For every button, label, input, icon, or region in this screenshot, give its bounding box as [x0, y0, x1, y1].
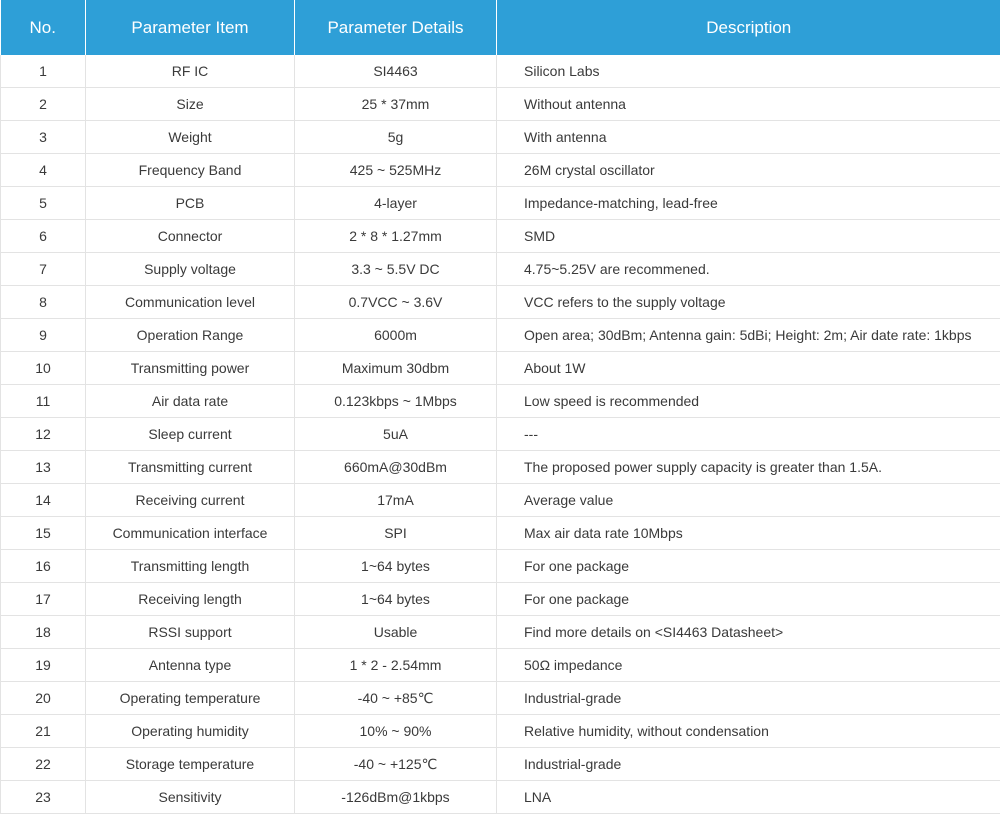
- cell-description: 4.75~5.25V are recommened.: [497, 253, 1000, 286]
- table-row: [1, 121, 1000, 154]
- cell-no: 1: [1, 55, 86, 88]
- cell-parameter-item: Transmitting current: [86, 451, 295, 484]
- cell-parameter-item: Transmitting length: [86, 550, 295, 583]
- cell-description: For one package: [497, 583, 1000, 616]
- cell-no: 19: [1, 649, 86, 682]
- cell-parameter-details: 3.3 ~ 5.5V DC: [295, 253, 497, 286]
- cell-no: 8: [1, 286, 86, 319]
- cell-parameter-item: Receiving current: [86, 484, 295, 517]
- cell-no: 20: [1, 682, 86, 715]
- cell-no: 6: [1, 220, 86, 253]
- cell-parameter-item: Sensitivity: [86, 781, 295, 814]
- cell-no: 21: [1, 715, 86, 748]
- cell-description: ---: [497, 418, 1000, 451]
- cell-parameter-item: Supply voltage: [86, 253, 295, 286]
- cell-no: 12: [1, 418, 86, 451]
- cell-no: 22: [1, 748, 86, 781]
- table-body: [1, 55, 1000, 814]
- cell-description: Impedance-matching, lead-free: [497, 187, 1000, 220]
- cell-description: Find more details on <SI4463 Datasheet>: [497, 616, 1000, 649]
- header-row: [1, 0, 1000, 55]
- cell-parameter-details: 660mA@30dBm: [295, 451, 497, 484]
- cell-parameter-details: 1 * 2 - 2.54mm: [295, 649, 497, 682]
- table-row: [1, 418, 1000, 451]
- cell-parameter-item: RSSI support: [86, 616, 295, 649]
- cell-parameter-details: -40 ~ +85℃: [295, 682, 497, 715]
- cell-parameter-details: 425 ~ 525MHz: [295, 154, 497, 187]
- cell-parameter-item: Sleep current: [86, 418, 295, 451]
- cell-parameter-item: Air data rate: [86, 385, 295, 418]
- cell-parameter-item: Receiving length: [86, 583, 295, 616]
- cell-parameter-details: 10% ~ 90%: [295, 715, 497, 748]
- table-row: [1, 220, 1000, 253]
- cell-parameter-item: Transmitting power: [86, 352, 295, 385]
- cell-no: 5: [1, 187, 86, 220]
- cell-parameter-details: SPI: [295, 517, 497, 550]
- cell-parameter-item: Antenna type: [86, 649, 295, 682]
- table-row: [1, 385, 1000, 418]
- cell-parameter-item: RF IC: [86, 55, 295, 88]
- cell-parameter-item: PCB: [86, 187, 295, 220]
- table-row: [1, 187, 1000, 220]
- cell-parameter-item: Storage temperature: [86, 748, 295, 781]
- cell-description: 50Ω impedance: [497, 649, 1000, 682]
- header-parameter-details: Parameter Details: [295, 0, 497, 55]
- cell-parameter-details: 5uA: [295, 418, 497, 451]
- cell-description: Without antenna: [497, 88, 1000, 121]
- table-row: [1, 55, 1000, 88]
- cell-description: Open area; 30dBm; Antenna gain: 5dBi; Height: 2m; Air date rate: 1kbps: [497, 319, 1000, 352]
- cell-description: The proposed power supply capacity is greater than 1.5A.: [497, 451, 1000, 484]
- cell-parameter-details: Usable: [295, 616, 497, 649]
- cell-no: 4: [1, 154, 86, 187]
- cell-description: For one package: [497, 550, 1000, 583]
- table-row: [1, 451, 1000, 484]
- cell-no: 7: [1, 253, 86, 286]
- cell-description: Industrial-grade: [497, 682, 1000, 715]
- cell-parameter-item: Operating temperature: [86, 682, 295, 715]
- table-row: [1, 319, 1000, 352]
- table-row: [1, 88, 1000, 121]
- table-row: [1, 352, 1000, 385]
- cell-parameter-item: Operation Range: [86, 319, 295, 352]
- cell-description: Silicon Labs: [497, 55, 1000, 88]
- cell-parameter-item: Communication interface: [86, 517, 295, 550]
- cell-parameter-item: Weight: [86, 121, 295, 154]
- cell-no: 3: [1, 121, 86, 154]
- cell-no: 9: [1, 319, 86, 352]
- cell-parameter-details: -126dBm@1kbps: [295, 781, 497, 814]
- cell-no: 11: [1, 385, 86, 418]
- table-row: [1, 616, 1000, 649]
- cell-no: 2: [1, 88, 86, 121]
- table-row: [1, 583, 1000, 616]
- cell-parameter-details: 1~64 bytes: [295, 550, 497, 583]
- table-row: [1, 550, 1000, 583]
- cell-description: Relative humidity, without condensation: [497, 715, 1000, 748]
- cell-parameter-details: SI4463: [295, 55, 497, 88]
- table-row: [1, 517, 1000, 550]
- table-row: [1, 781, 1000, 814]
- cell-parameter-details: 0.123kbps ~ 1Mbps: [295, 385, 497, 418]
- cell-parameter-details: 1~64 bytes: [295, 583, 497, 616]
- cell-description: SMD: [497, 220, 1000, 253]
- cell-no: 17: [1, 583, 86, 616]
- cell-no: 15: [1, 517, 86, 550]
- cell-parameter-details: 2 * 8 * 1.27mm: [295, 220, 497, 253]
- cell-description: About 1W: [497, 352, 1000, 385]
- header-no: No.: [1, 0, 86, 55]
- cell-parameter-details: Maximum 30dbm: [295, 352, 497, 385]
- table-row: [1, 253, 1000, 286]
- cell-parameter-item: Frequency Band: [86, 154, 295, 187]
- table-row: [1, 154, 1000, 187]
- cell-parameter-item: Communication level: [86, 286, 295, 319]
- cell-parameter-item: Size: [86, 88, 295, 121]
- cell-description: Max air data rate 10Mbps: [497, 517, 1000, 550]
- cell-parameter-details: 17mA: [295, 484, 497, 517]
- table-row: [1, 286, 1000, 319]
- table-row: [1, 715, 1000, 748]
- header-parameter-item: Parameter Item: [86, 0, 295, 55]
- cell-parameter-details: 25 * 37mm: [295, 88, 497, 121]
- table-row: [1, 649, 1000, 682]
- cell-description: 26M crystal oscillator: [497, 154, 1000, 187]
- cell-parameter-details: -40 ~ +125℃: [295, 748, 497, 781]
- cell-description: Industrial-grade: [497, 748, 1000, 781]
- table-row: [1, 682, 1000, 715]
- cell-description: Low speed is recommended: [497, 385, 1000, 418]
- table-row: [1, 484, 1000, 517]
- table-row: [1, 748, 1000, 781]
- cell-parameter-item: Connector: [86, 220, 295, 253]
- cell-description: Average value: [497, 484, 1000, 517]
- cell-parameter-details: 0.7VCC ~ 3.6V: [295, 286, 497, 319]
- cell-no: 13: [1, 451, 86, 484]
- cell-no: 14: [1, 484, 86, 517]
- cell-description: VCC refers to the supply voltage: [497, 286, 1000, 319]
- cell-no: 18: [1, 616, 86, 649]
- header-description: Description: [497, 0, 1000, 55]
- cell-description: LNA: [497, 781, 1000, 814]
- cell-no: 16: [1, 550, 86, 583]
- cell-description: With antenna: [497, 121, 1000, 154]
- cell-parameter-details: 4-layer: [295, 187, 497, 220]
- cell-parameter-item: Operating humidity: [86, 715, 295, 748]
- cell-parameter-details: 5g: [295, 121, 497, 154]
- cell-parameter-details: 6000m: [295, 319, 497, 352]
- cell-no: 10: [1, 352, 86, 385]
- table-header: [1, 0, 1000, 55]
- cell-no: 23: [1, 781, 86, 814]
